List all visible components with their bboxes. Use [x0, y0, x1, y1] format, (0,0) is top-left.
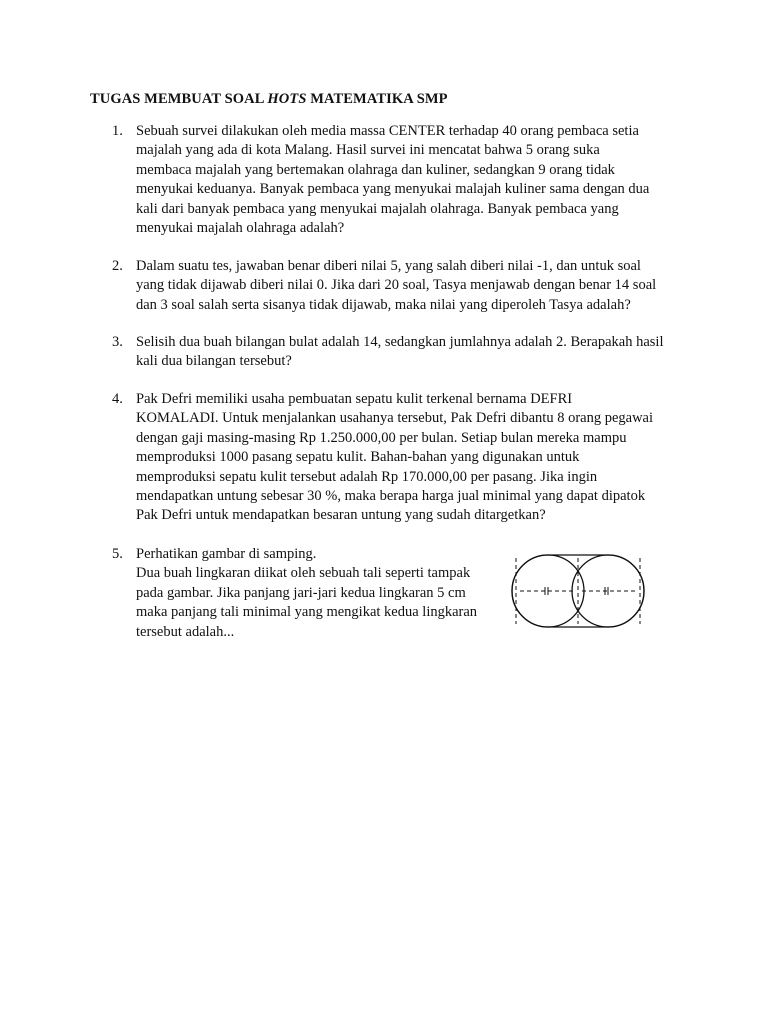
question-line: Dua buah lingkaran diikat oleh sebuah tali seperti tampak [136, 565, 471, 582]
two-circles-rope-diagram [510, 550, 670, 632]
question-line: pada gambar. Jika panjang jari-jari kedua lingkaran 5 cm [136, 584, 466, 601]
title-prefix: TUGAS MEMBUAT SOAL [90, 91, 268, 107]
question-line: mendapatkan untung sebesar 30 %, maka berapa harga jual minimal yang dapat dipatok [136, 488, 646, 505]
document-title [90, 91, 448, 108]
question-line: menyukai keduanya. Banyak pembaca yang menyukai malajah kuliner sama dengan dua [136, 181, 650, 198]
question-text [136, 257, 687, 315]
question-number: 5. [112, 546, 123, 562]
question-3 [112, 333, 687, 372]
title-emphasis: HOTS [267, 91, 307, 107]
question-line: kali dari banyak pembaca yang menyukai majalah olahraga. Banyak pembaca yang [136, 200, 619, 217]
question-line: tersebut adalah... [136, 623, 235, 640]
question-line: Selisih dua buah bilangan bulat adalah 14, sedangkan jumlahnya adalah 2. Berapakah hasil [136, 334, 664, 350]
question-line: menyukai majalah olahraga adalah? [136, 220, 345, 237]
question-line: Pak Defri memiliki usaha pembuatan sepatu kulit terkenal bernama DEFRI [136, 391, 573, 407]
title-suffix: MATEMATIKA SMP [306, 91, 448, 107]
question-number: 4. [112, 391, 123, 407]
question-text [136, 122, 687, 238]
question-line: Pak Defri untuk mendapatkan besaran untung yang sudah ditargetkan? [136, 507, 546, 524]
question-line: Dalam suatu tes, jawaban benar diberi nilai 5, yang salah diberi nilai -1, dan untuk soal [136, 258, 641, 274]
question-number: 1. [112, 123, 123, 139]
question-line: dan 3 soal salah serta sisanya tidak dijawab, maka nilai yang diperoleh Tasya adalah? [136, 296, 631, 313]
question-number: 2. [112, 258, 123, 274]
question-line: memproduksi sepatu kulit tersebut adalah Rp 170.000,00 per pasang. Jika ingin [136, 468, 598, 485]
question-line: kali dua bilangan tersebut? [136, 353, 292, 370]
question-text [136, 390, 687, 526]
question-4 [112, 390, 687, 526]
question-line: yang tidak dijawab diberi nilai 0. Jika dari 20 soal, Tasya menjawab dengan benar 14 soal [136, 277, 657, 294]
question-number: 3. [112, 334, 123, 350]
question-line: dengan gaji masing-masing Rp 1.250.000,00 per bulan. Setiap bulan mereka mampu [136, 429, 627, 446]
question-line: memproduksi 1000 pasang sepatu kulit. Bahan-bahan yang digunakan untuk [136, 449, 580, 466]
question-line: majalah yang ada di kota Malang. Hasil survei ini mencatat bahwa 5 orang suka [136, 142, 600, 159]
question-5 [112, 545, 512, 642]
question-line: maka panjang tali minimal yang mengikat kedua lingkaran [136, 604, 478, 621]
question-text [136, 545, 512, 642]
question-line: membaca majalah yang bertemakan olahraga dan kuliner, sedangkan 9 orang tidak [136, 161, 615, 178]
question-2 [112, 257, 687, 315]
question-line: Perhatikan gambar di samping. [136, 546, 317, 562]
question-line: Sebuah survei dilakukan oleh media massa CENTER terhadap 40 orang pembaca setia [136, 123, 639, 139]
question-1 [112, 122, 687, 238]
question-text [136, 333, 687, 372]
question-line: KOMALADI. Untuk menjalankan usahanya tersebut, Pak Defri dibantu 8 orang pegawai [136, 410, 654, 427]
